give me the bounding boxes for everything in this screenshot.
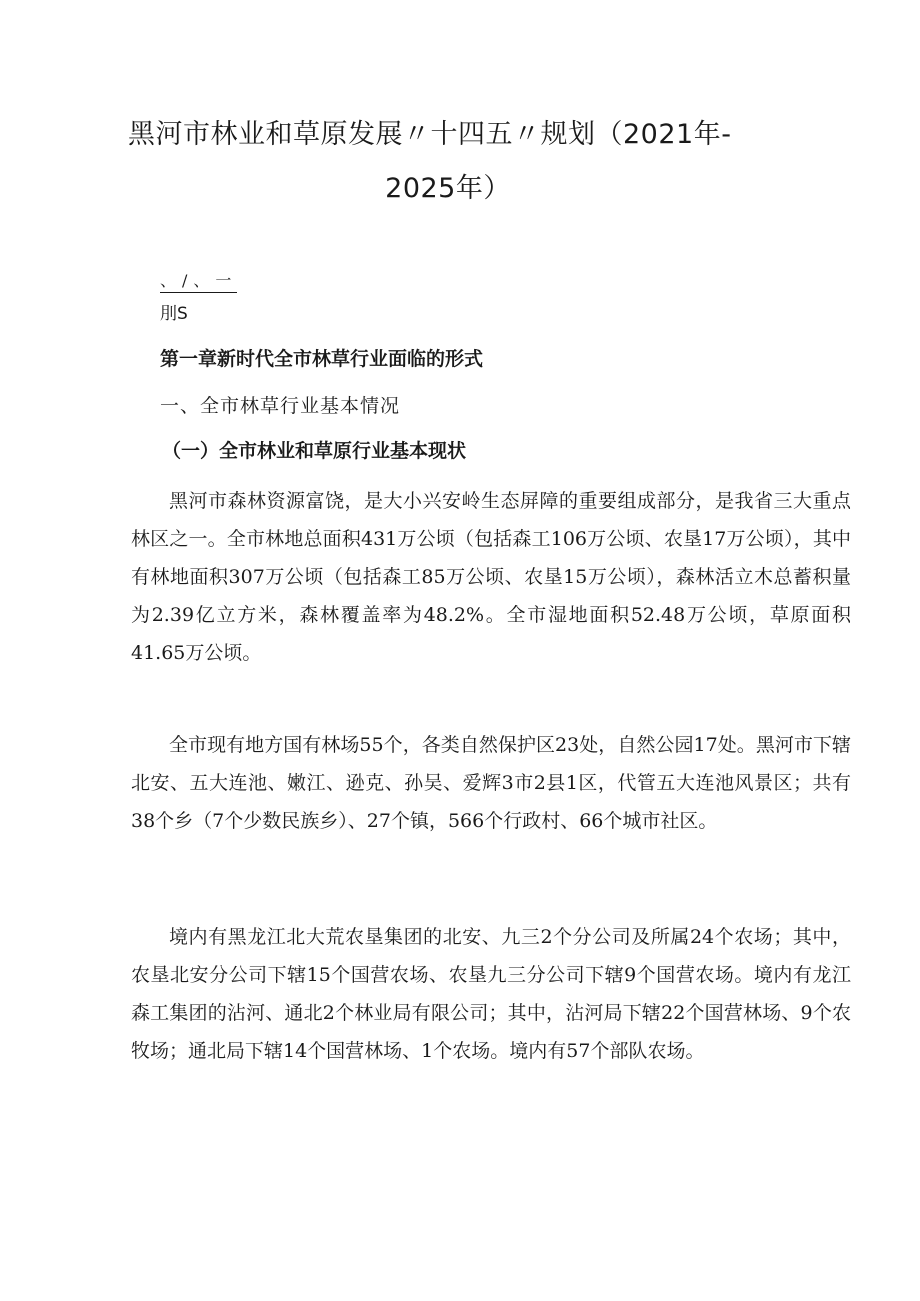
- preface-heading: 刖S: [160, 304, 188, 324]
- document-title: [128, 108, 768, 216]
- ocr-marks: 、/、一: [160, 268, 237, 293]
- body-paragraph: 境内有黑龙江北大荒农垦集团的北安、九三2个分公司及所属24个农场；其中，农垦北安分公司下辖15个国营农场、农垦九三分公司下辖9个国营农场。境内有龙江森工集团的沾河、通北2个林业局有限公司；其中，沾河局下辖22个国营林场、9个农牧场；通北局下辖14个国营林场、1个农场。境内有57个部队农场。: [131, 926, 851, 1062]
- body-paragraph: 全市现有地方国有林场55个，各类自然保护区23处，自然公园17处。黑河市下辖北安、五大连池、嫩江、逊克、孙吴、爱辉3市2县1区，代管五大连池风景区；共有38个乡（7个少数民族乡）、27个镇，566个行政村、66个城市社区。: [131, 734, 851, 832]
- section-heading: 一、全市林草行业基本情况: [160, 395, 401, 417]
- title-line-2: 2025年）: [385, 173, 511, 204]
- title-line-1: 黑河市林业和草原发展〃十四五〃规划（2021年-: [128, 119, 732, 150]
- subsection-heading: （一）全市林业和草原行业基本现状: [162, 440, 467, 462]
- chapter-heading: 第一章新时代全市林草行业面临的形式: [160, 348, 484, 370]
- body-paragraph: 黑河市森林资源富饶，是大小兴安岭生态屏障的重要组成部分，是我省三大重点林区之一。全市林地总面积431万公顷（包括森工106万公顷、农垦17万公顷），其中有林地面积307万公顷（包括森工85万公顷、农垦15万公顷），森林活立木总蓄积量为2.39亿立方米，森林覆盖率为48.2%。全市湿地面积52.48万公顷，草原面积41.65万公顷。: [131, 490, 851, 664]
